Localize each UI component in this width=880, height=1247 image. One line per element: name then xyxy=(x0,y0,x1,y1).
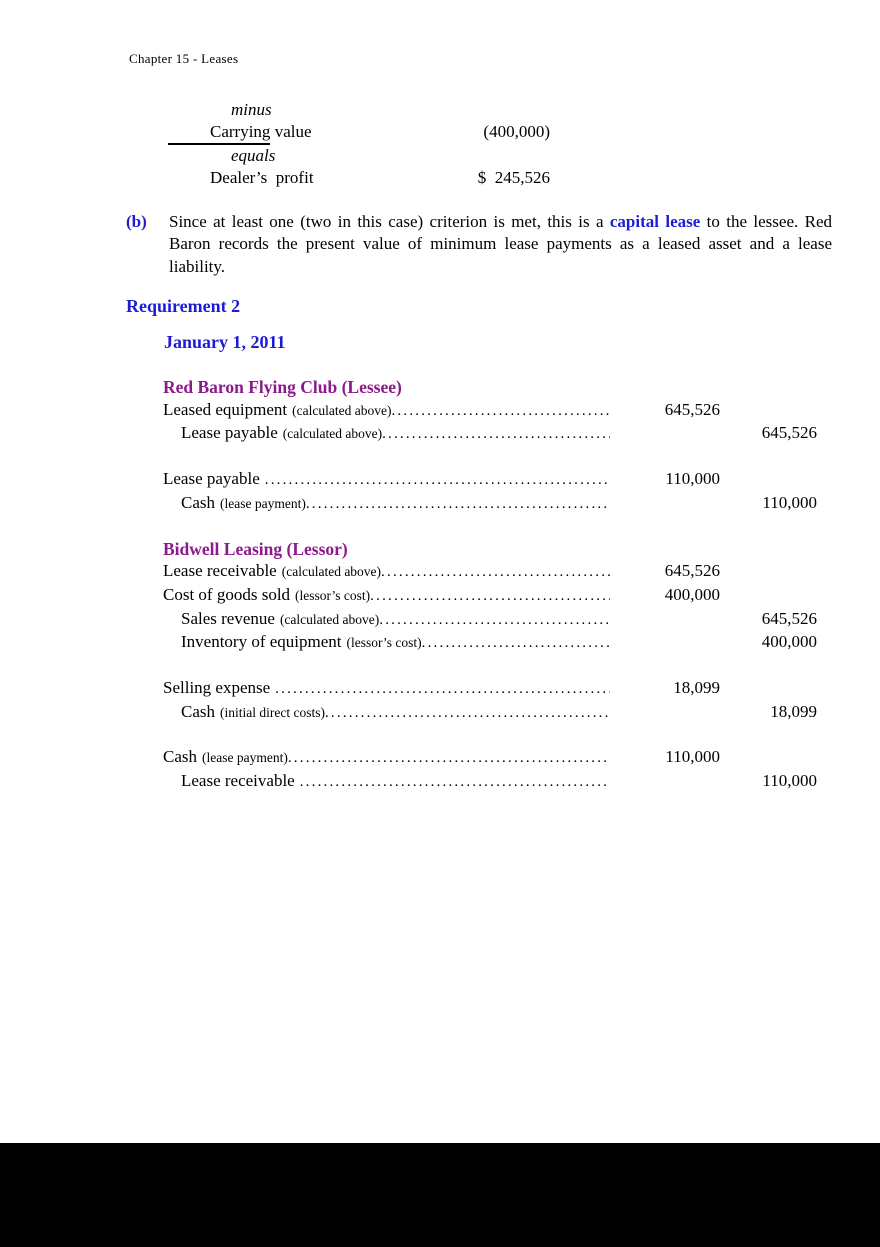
entry-gap xyxy=(163,446,817,468)
journal-row xyxy=(163,677,817,701)
entry-gap xyxy=(163,516,817,538)
item-b-marker: (b) xyxy=(126,212,147,231)
debit-amount: 645,526 xyxy=(664,561,720,581)
debit-amount: 400,000 xyxy=(664,584,720,604)
entry-gap xyxy=(163,724,817,746)
lessee-section-heading: Red Baron Flying Club (Lessee) xyxy=(163,377,402,397)
account-name: Sales revenue xyxy=(181,608,275,628)
paragraph-b-after: to the lessee. Red Baron records the present value of minimum lease payments as a leased asset and a lease liability. xyxy=(169,212,832,276)
computation-row-equals xyxy=(210,145,550,167)
account-name: Lease receivable xyxy=(163,561,277,581)
equals-operator: equals xyxy=(231,146,276,165)
credit-amount: 110,000 xyxy=(762,771,817,791)
account-cell xyxy=(163,492,610,516)
journal-row xyxy=(163,560,817,584)
computation-row-dealer-profit xyxy=(210,167,550,189)
account-name: Lease payable xyxy=(163,469,260,489)
credit-amount: 18,099 xyxy=(770,701,817,721)
debit-amount: 110,000 xyxy=(665,747,720,767)
journal-row xyxy=(163,631,817,655)
credit-amount: 645,526 xyxy=(761,608,817,628)
account-name: Selling expense xyxy=(163,678,271,698)
computation-row-minus xyxy=(210,99,550,121)
lessor-section-heading: Bidwell Leasing (Lessor) xyxy=(163,538,348,559)
account-name: Cash xyxy=(181,701,215,721)
dot-leader xyxy=(288,746,610,770)
journal-entries-section xyxy=(163,376,817,794)
account-name: Leased equipment xyxy=(163,399,288,419)
debit-amount: 645,526 xyxy=(664,399,720,419)
account-note: (calculated above) xyxy=(279,611,380,627)
requirement-2-heading: Requirement 2 xyxy=(126,296,241,316)
journal-row xyxy=(163,422,817,446)
account-note: (lease payment) xyxy=(220,495,306,511)
account-cell xyxy=(163,677,610,701)
journal-row xyxy=(163,701,817,725)
account-cell xyxy=(163,422,610,446)
account-note: (initial direct costs) xyxy=(220,704,325,720)
date-heading: January 1, 2011 xyxy=(164,332,286,352)
entry-gap xyxy=(163,655,817,677)
dot-leader xyxy=(382,422,610,446)
carrying-value-label xyxy=(210,121,312,145)
dot-leader xyxy=(275,677,610,701)
dealer-profit-computation xyxy=(210,99,550,189)
journal-row xyxy=(163,746,817,770)
dot-leader xyxy=(391,399,610,423)
account-cell xyxy=(163,399,610,423)
credit-amount: 645,526 xyxy=(761,423,817,443)
account-note: (calculated above) xyxy=(282,426,383,442)
paragraph-b-before: Since at least one (two in this case) criterion is met, this is a xyxy=(169,212,610,231)
dot-leader xyxy=(422,631,610,655)
account-note: (lessor’s cost) xyxy=(295,587,371,603)
dot-leader xyxy=(306,492,610,516)
account-note: (lease payment) xyxy=(202,750,288,766)
carrying-rest: value xyxy=(270,122,312,141)
account-cell xyxy=(163,770,610,794)
dealer-profit-amount: $ 245,526 xyxy=(477,168,550,187)
dot-leader xyxy=(265,468,610,492)
computation-row-carrying-value xyxy=(210,121,550,145)
debit-amount: 18,099 xyxy=(673,678,720,698)
account-name: Inventory of equipment xyxy=(181,632,342,652)
account-name: Cost of goods sold xyxy=(163,584,291,604)
journal-row xyxy=(163,492,817,516)
account-cell xyxy=(163,746,610,770)
journal-row xyxy=(163,608,817,632)
journal-row xyxy=(163,770,817,794)
account-name: Lease receivable xyxy=(181,771,295,791)
account-note: (calculated above) xyxy=(292,402,392,418)
chapter-header: Chapter 15 - Leases xyxy=(129,51,239,66)
paragraph-b-text xyxy=(169,211,832,278)
carrying-underlined: Carrying xyxy=(168,121,270,145)
dealer-profit-label: Dealer’s profit xyxy=(210,168,314,187)
dot-leader xyxy=(381,560,610,584)
account-name: Cash xyxy=(163,747,197,767)
account-cell xyxy=(163,468,610,492)
debit-amount: 110,000 xyxy=(665,469,720,489)
account-cell xyxy=(163,608,610,632)
account-cell xyxy=(163,584,610,608)
dot-leader xyxy=(325,701,610,725)
credit-amount: 400,000 xyxy=(761,632,817,652)
answer-paragraph-b xyxy=(126,211,832,278)
credit-amount: 110,000 xyxy=(762,492,817,512)
journal-row xyxy=(163,584,817,608)
account-cell xyxy=(163,631,610,655)
dot-leader xyxy=(379,608,610,632)
journal-row xyxy=(163,468,817,492)
dot-leader xyxy=(300,770,610,794)
capital-lease-highlight: capital lease xyxy=(609,212,701,231)
account-cell xyxy=(163,560,610,584)
account-cell xyxy=(163,701,610,725)
minus-operator: minus xyxy=(231,100,272,119)
account-note: (calculated above) xyxy=(281,564,382,580)
account-name: Cash xyxy=(181,492,215,512)
carrying-value-amount: (400,000) xyxy=(483,122,550,141)
page-bottom-black-band xyxy=(0,1143,880,1247)
account-name: Lease payable xyxy=(181,423,278,443)
account-note: (lessor’s cost) xyxy=(346,635,422,651)
dot-leader xyxy=(370,584,610,608)
journal-row xyxy=(163,399,817,423)
